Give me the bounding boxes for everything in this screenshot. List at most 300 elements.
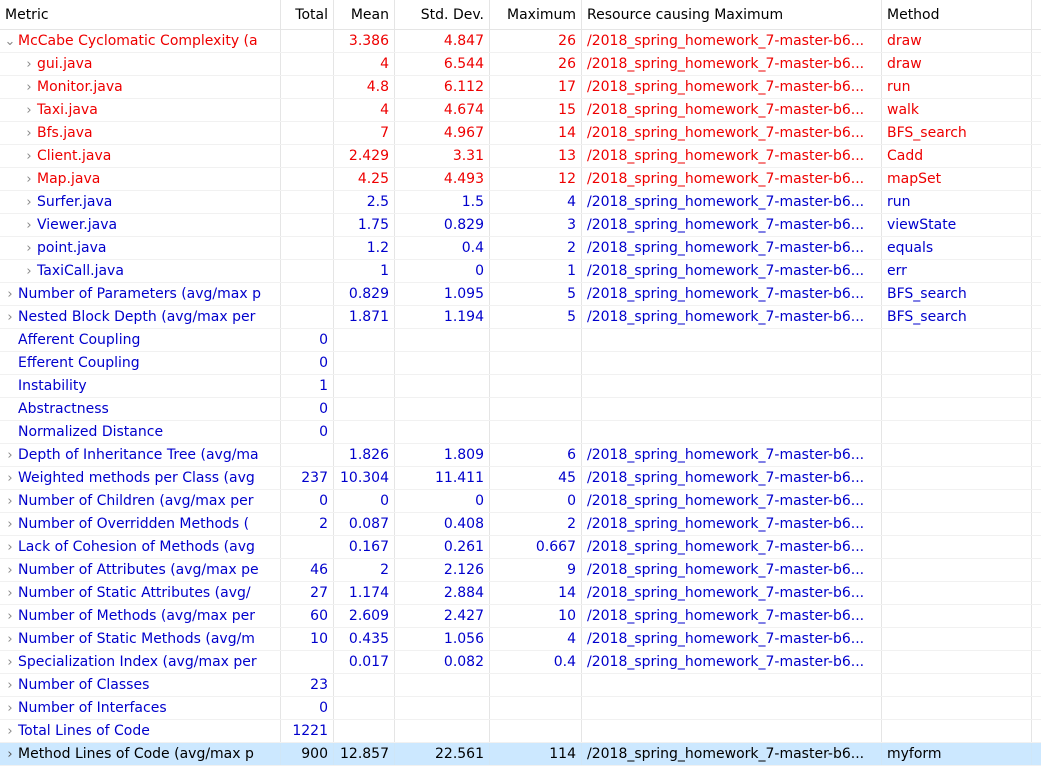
mean-cell: 1.871 <box>334 306 395 328</box>
method-cell: myform <box>882 743 1032 765</box>
chevron-right-icon[interactable]: › <box>7 747 13 762</box>
metric-label: gui.java <box>37 56 93 72</box>
method-cell <box>882 329 1032 351</box>
maximum-cell <box>490 352 582 374</box>
header-method[interactable]: Method <box>882 0 1032 29</box>
std-dev-cell: 1.809 <box>395 444 490 466</box>
table-row[interactable] <box>0 651 1041 674</box>
row-filler <box>1032 283 1041 305</box>
std-dev-cell <box>395 421 490 443</box>
metric-label: Nested Block Depth (avg/max per <box>18 309 256 325</box>
chevron-right-icon[interactable]: › <box>26 264 32 279</box>
maximum-cell: 15 <box>490 99 582 121</box>
metric-label: Depth of Inheritance Tree (avg/ma <box>18 447 259 463</box>
row-filler <box>1032 674 1041 696</box>
metric-cell <box>0 398 281 420</box>
maximum-cell: 9 <box>490 559 582 581</box>
tree-child-row[interactable] <box>0 260 1041 283</box>
row-filler <box>1032 697 1041 719</box>
resource-cell: /2018_spring_homework_7-master-b6... <box>582 30 882 52</box>
chevron-right-icon[interactable]: › <box>7 724 13 739</box>
metric-label: Total Lines of Code <box>18 723 150 739</box>
tree-child-row[interactable] <box>0 122 1041 145</box>
table-row[interactable] <box>0 674 1041 697</box>
maximum-cell: 2 <box>490 237 582 259</box>
method-cell <box>882 421 1032 443</box>
maximum-cell: 26 <box>490 30 582 52</box>
mean-cell: 2.5 <box>334 191 395 213</box>
metric-cell <box>0 168 281 190</box>
mean-cell: 4 <box>334 53 395 75</box>
total-cell: 1 <box>281 375 334 397</box>
mean-cell: 1.2 <box>334 237 395 259</box>
table-row[interactable] <box>0 628 1041 651</box>
metric-label: Number of Children (avg/max per <box>18 493 254 509</box>
metric-cell <box>0 582 281 604</box>
table-row[interactable] <box>0 329 1041 352</box>
metric-label: Map.java <box>37 171 101 187</box>
total-cell <box>281 30 334 52</box>
chevron-right-icon[interactable]: › <box>7 448 13 463</box>
chevron-right-icon[interactable]: › <box>26 218 32 233</box>
tree-child-row[interactable] <box>0 53 1041 76</box>
table-row[interactable] <box>0 352 1041 375</box>
mean-cell <box>334 375 395 397</box>
chevron-right-icon[interactable]: › <box>7 517 13 532</box>
metric-label: TaxiCall.java <box>37 263 124 279</box>
method-cell: draw <box>882 30 1032 52</box>
table-row[interactable] <box>0 421 1041 444</box>
metric-cell <box>0 375 281 397</box>
maximum-cell: 2 <box>490 513 582 535</box>
mean-cell: 0 <box>334 490 395 512</box>
maximum-cell: 10 <box>490 605 582 627</box>
std-dev-cell: 0.082 <box>395 651 490 673</box>
metric-label: Taxi.java <box>37 102 98 118</box>
chevron-right-icon[interactable]: › <box>7 632 13 647</box>
std-dev-cell: 0.4 <box>395 237 490 259</box>
mean-cell: 2.429 <box>334 145 395 167</box>
tree-child-row[interactable] <box>0 76 1041 99</box>
resource-cell <box>582 375 882 397</box>
method-cell <box>882 375 1032 397</box>
chevron-right-icon[interactable]: › <box>7 655 13 670</box>
total-cell <box>281 536 334 558</box>
mean-cell <box>334 697 395 719</box>
resource-cell: /2018_spring_homework_7-master-b6... <box>582 651 882 673</box>
row-filler <box>1032 467 1041 489</box>
mean-cell <box>334 329 395 351</box>
resource-cell <box>582 398 882 420</box>
row-filler <box>1032 76 1041 98</box>
resource-cell: /2018_spring_homework_7-master-b6... <box>582 467 882 489</box>
mean-cell <box>334 398 395 420</box>
row-filler <box>1032 329 1041 351</box>
header-std-dev[interactable]: Std. Dev. <box>395 0 490 29</box>
resource-cell: /2018_spring_homework_7-master-b6... <box>582 53 882 75</box>
row-filler <box>1032 53 1041 75</box>
row-filler <box>1032 444 1041 466</box>
maximum-cell: 17 <box>490 76 582 98</box>
mean-cell: 0.829 <box>334 283 395 305</box>
maximum-cell: 4 <box>490 191 582 213</box>
std-dev-cell <box>395 375 490 397</box>
std-dev-cell: 1.194 <box>395 306 490 328</box>
chevron-right-icon[interactable]: › <box>7 563 13 578</box>
metric-cell <box>0 145 281 167</box>
metric-cell <box>0 490 281 512</box>
method-cell <box>882 490 1032 512</box>
resource-cell: /2018_spring_homework_7-master-b6... <box>582 99 882 121</box>
std-dev-cell: 11.411 <box>395 467 490 489</box>
row-filler <box>1032 559 1041 581</box>
table-row[interactable] <box>0 559 1041 582</box>
metric-cell <box>0 53 281 75</box>
metric-cell <box>0 329 281 351</box>
total-cell: 0 <box>281 697 334 719</box>
row-filler <box>1032 743 1041 765</box>
std-dev-cell: 0 <box>395 490 490 512</box>
table-row[interactable] <box>0 697 1041 720</box>
total-cell: 0 <box>281 398 334 420</box>
table-row[interactable] <box>0 306 1041 329</box>
metric-cell <box>0 536 281 558</box>
metric-label: point.java <box>37 240 107 256</box>
method-cell: run <box>882 191 1032 213</box>
mean-cell: 0.017 <box>334 651 395 673</box>
maximum-cell: 0 <box>490 490 582 512</box>
metric-cell <box>0 191 281 213</box>
total-cell <box>281 168 334 190</box>
metric-cell <box>0 76 281 98</box>
maximum-cell <box>490 720 582 742</box>
maximum-cell: 14 <box>490 582 582 604</box>
method-cell <box>882 467 1032 489</box>
tree-child-row[interactable] <box>0 168 1041 191</box>
maximum-cell: 14 <box>490 122 582 144</box>
row-filler <box>1032 168 1041 190</box>
table-header <box>0 0 1041 30</box>
table-row[interactable] <box>0 283 1041 306</box>
resource-cell: /2018_spring_homework_7-master-b6... <box>582 283 882 305</box>
table-row[interactable] <box>0 467 1041 490</box>
chevron-right-icon[interactable]: › <box>7 310 13 325</box>
resource-cell: /2018_spring_homework_7-master-b6... <box>582 260 882 282</box>
maximum-cell <box>490 697 582 719</box>
table-row[interactable] <box>0 536 1041 559</box>
chevron-right-icon[interactable]: › <box>7 540 13 555</box>
table-row[interactable] <box>0 582 1041 605</box>
total-cell <box>281 306 334 328</box>
mean-cell <box>334 720 395 742</box>
std-dev-cell: 1.095 <box>395 283 490 305</box>
resource-cell: /2018_spring_homework_7-master-b6... <box>582 76 882 98</box>
total-cell <box>281 214 334 236</box>
maximum-cell <box>490 329 582 351</box>
row-filler <box>1032 628 1041 650</box>
total-cell: 0 <box>281 329 334 351</box>
std-dev-cell <box>395 720 490 742</box>
table-body <box>0 30 1041 766</box>
mean-cell: 4.8 <box>334 76 395 98</box>
metric-label: Viewer.java <box>37 217 118 233</box>
resource-cell <box>582 421 882 443</box>
method-cell <box>882 651 1032 673</box>
table-row[interactable] <box>0 743 1041 766</box>
resource-cell: /2018_spring_homework_7-master-b6... <box>582 168 882 190</box>
chevron-right-icon[interactable]: › <box>7 678 13 693</box>
row-filler <box>1032 421 1041 443</box>
mean-cell: 10.304 <box>334 467 395 489</box>
std-dev-cell: 0.408 <box>395 513 490 535</box>
row-filler <box>1032 30 1041 52</box>
total-cell: 27 <box>281 582 334 604</box>
row-filler <box>1032 99 1041 121</box>
maximum-cell: 114 <box>490 743 582 765</box>
method-cell: Cadd <box>882 145 1032 167</box>
metric-label: Lack of Cohesion of Methods (avg <box>18 539 255 555</box>
header-metric[interactable]: Metric <box>0 0 281 29</box>
std-dev-cell: 4.493 <box>395 168 490 190</box>
std-dev-cell: 4.967 <box>395 122 490 144</box>
header-total[interactable]: Total <box>281 0 334 29</box>
method-cell <box>882 444 1032 466</box>
metric-cell <box>0 674 281 696</box>
chevron-right-icon[interactable]: › <box>7 494 13 509</box>
method-cell: equals <box>882 237 1032 259</box>
maximum-cell: 4 <box>490 628 582 650</box>
total-cell: 23 <box>281 674 334 696</box>
std-dev-cell: 6.544 <box>395 53 490 75</box>
resource-cell: /2018_spring_homework_7-master-b6... <box>582 582 882 604</box>
maximum-cell <box>490 375 582 397</box>
tree-child-row[interactable] <box>0 214 1041 237</box>
resource-cell <box>582 352 882 374</box>
method-cell <box>882 352 1032 374</box>
resource-cell: /2018_spring_homework_7-master-b6... <box>582 605 882 627</box>
std-dev-cell: 3.31 <box>395 145 490 167</box>
mean-cell: 7 <box>334 122 395 144</box>
row-filler <box>1032 513 1041 535</box>
tree-child-row[interactable] <box>0 99 1041 122</box>
header-maximum[interactable]: Maximum <box>490 0 582 29</box>
metric-label: Number of Classes <box>18 677 150 693</box>
method-cell: draw <box>882 53 1032 75</box>
row-filler <box>1032 490 1041 512</box>
chevron-down-icon[interactable]: ⌄ <box>4 34 16 49</box>
metric-label: Number of Overridden Methods ( <box>18 516 250 532</box>
metric-label: Afferent Coupling <box>18 332 141 348</box>
mean-cell <box>334 674 395 696</box>
metric-label: McCabe Cyclomatic Complexity (a <box>18 33 258 49</box>
mean-cell: 0.087 <box>334 513 395 535</box>
maximum-cell: 26 <box>490 53 582 75</box>
std-dev-cell: 6.112 <box>395 76 490 98</box>
maximum-cell: 12 <box>490 168 582 190</box>
maximum-cell: 3 <box>490 214 582 236</box>
row-filler <box>1032 398 1041 420</box>
tree-child-row[interactable] <box>0 191 1041 214</box>
chevron-right-icon[interactable]: › <box>7 701 13 716</box>
std-dev-cell <box>395 674 490 696</box>
maximum-cell <box>490 674 582 696</box>
table-row[interactable] <box>0 375 1041 398</box>
metric-cell <box>0 283 281 305</box>
chevron-right-icon[interactable]: › <box>26 80 32 95</box>
metric-cell <box>0 559 281 581</box>
chevron-right-icon[interactable]: › <box>7 471 13 486</box>
table-row[interactable] <box>0 398 1041 421</box>
chevron-right-icon[interactable]: › <box>7 287 13 302</box>
metric-label: Abstractness <box>18 401 109 417</box>
maximum-cell: 5 <box>490 283 582 305</box>
metric-cell <box>0 605 281 627</box>
total-cell <box>281 122 334 144</box>
total-cell: 0 <box>281 490 334 512</box>
mean-cell: 4.25 <box>334 168 395 190</box>
tree-child-row[interactable] <box>0 145 1041 168</box>
row-filler <box>1032 237 1041 259</box>
metric-label: Surfer.java <box>37 194 113 210</box>
chevron-right-icon[interactable]: › <box>26 172 32 187</box>
method-cell <box>882 582 1032 604</box>
method-cell: walk <box>882 99 1032 121</box>
metric-cell <box>0 513 281 535</box>
table-row[interactable] <box>0 30 1041 53</box>
method-cell: BFS_search <box>882 283 1032 305</box>
metric-cell <box>0 697 281 719</box>
std-dev-cell: 0.261 <box>395 536 490 558</box>
metric-cell <box>0 122 281 144</box>
mean-cell: 1.75 <box>334 214 395 236</box>
total-cell: 900 <box>281 743 334 765</box>
resource-cell: /2018_spring_homework_7-master-b6... <box>582 214 882 236</box>
std-dev-cell <box>395 398 490 420</box>
total-cell <box>281 260 334 282</box>
metric-cell <box>0 743 281 765</box>
resource-cell: /2018_spring_homework_7-master-b6... <box>582 306 882 328</box>
mean-cell: 0.435 <box>334 628 395 650</box>
header-mean[interactable]: Mean <box>334 0 395 29</box>
total-cell <box>281 76 334 98</box>
total-cell <box>281 237 334 259</box>
metric-label: Number of Interfaces <box>18 700 167 716</box>
std-dev-cell: 4.674 <box>395 99 490 121</box>
row-filler <box>1032 145 1041 167</box>
total-cell: 60 <box>281 605 334 627</box>
row-filler <box>1032 720 1041 742</box>
resource-cell: /2018_spring_homework_7-master-b6... <box>582 444 882 466</box>
metric-label: Normalized Distance <box>18 424 164 440</box>
total-cell <box>281 145 334 167</box>
metric-cell <box>0 628 281 650</box>
mean-cell: 2 <box>334 559 395 581</box>
chevron-right-icon[interactable]: › <box>26 149 32 164</box>
total-cell: 46 <box>281 559 334 581</box>
resource-cell <box>582 697 882 719</box>
maximum-cell: 5 <box>490 306 582 328</box>
total-cell <box>281 191 334 213</box>
tree-child-row[interactable] <box>0 237 1041 260</box>
metric-cell <box>0 99 281 121</box>
method-cell <box>882 536 1032 558</box>
metric-cell <box>0 720 281 742</box>
metric-cell <box>0 260 281 282</box>
row-filler <box>1032 306 1041 328</box>
mean-cell: 1.826 <box>334 444 395 466</box>
method-cell <box>882 628 1032 650</box>
row-filler <box>1032 122 1041 144</box>
header-resource[interactable]: Resource causing Maximum <box>582 0 882 29</box>
resource-cell <box>582 329 882 351</box>
metric-label: Client.java <box>37 148 112 164</box>
resource-cell: /2018_spring_homework_7-master-b6... <box>582 191 882 213</box>
resource-cell: /2018_spring_homework_7-master-b6... <box>582 559 882 581</box>
resource-cell <box>582 674 882 696</box>
chevron-right-icon[interactable]: › <box>26 103 32 118</box>
total-cell: 10 <box>281 628 334 650</box>
chevron-right-icon[interactable]: › <box>26 126 32 141</box>
chevron-right-icon[interactable]: › <box>26 195 32 210</box>
metric-cell <box>0 352 281 374</box>
resource-cell: /2018_spring_homework_7-master-b6... <box>582 743 882 765</box>
method-cell <box>882 697 1032 719</box>
metric-cell <box>0 444 281 466</box>
mean-cell: 0.167 <box>334 536 395 558</box>
maximum-cell: 1 <box>490 260 582 282</box>
maximum-cell: 0.4 <box>490 651 582 673</box>
total-cell <box>281 283 334 305</box>
table-row[interactable] <box>0 720 1041 743</box>
total-cell: 1221 <box>281 720 334 742</box>
table-row[interactable] <box>0 444 1041 467</box>
chevron-right-icon[interactable]: › <box>7 609 13 624</box>
metric-cell <box>0 306 281 328</box>
method-cell <box>882 605 1032 627</box>
chevron-right-icon[interactable]: › <box>7 586 13 601</box>
total-cell <box>281 444 334 466</box>
row-filler <box>1032 191 1041 213</box>
metric-label: Instability <box>18 378 87 394</box>
method-cell <box>882 559 1032 581</box>
method-cell: BFS_search <box>882 306 1032 328</box>
std-dev-cell <box>395 697 490 719</box>
std-dev-cell: 0 <box>395 260 490 282</box>
chevron-right-icon[interactable]: › <box>26 241 32 256</box>
chevron-right-icon[interactable]: › <box>26 57 32 72</box>
table-row[interactable] <box>0 513 1041 536</box>
metric-label: Number of Static Methods (avg/m <box>18 631 255 647</box>
metric-label: Specialization Index (avg/max per <box>18 654 257 670</box>
metric-label: Bfs.java <box>37 125 93 141</box>
mean-cell: 12.857 <box>334 743 395 765</box>
table-row[interactable] <box>0 605 1041 628</box>
maximum-cell <box>490 398 582 420</box>
row-filler <box>1032 214 1041 236</box>
total-cell <box>281 53 334 75</box>
resource-cell: /2018_spring_homework_7-master-b6... <box>582 122 882 144</box>
std-dev-cell: 2.884 <box>395 582 490 604</box>
std-dev-cell: 2.126 <box>395 559 490 581</box>
row-filler <box>1032 536 1041 558</box>
table-row[interactable] <box>0 490 1041 513</box>
row-filler <box>1032 260 1041 282</box>
method-cell: mapSet <box>882 168 1032 190</box>
total-cell: 2 <box>281 513 334 535</box>
metric-label: Weighted methods per Class (avg <box>18 470 255 486</box>
row-filler <box>1032 605 1041 627</box>
std-dev-cell: 2.427 <box>395 605 490 627</box>
